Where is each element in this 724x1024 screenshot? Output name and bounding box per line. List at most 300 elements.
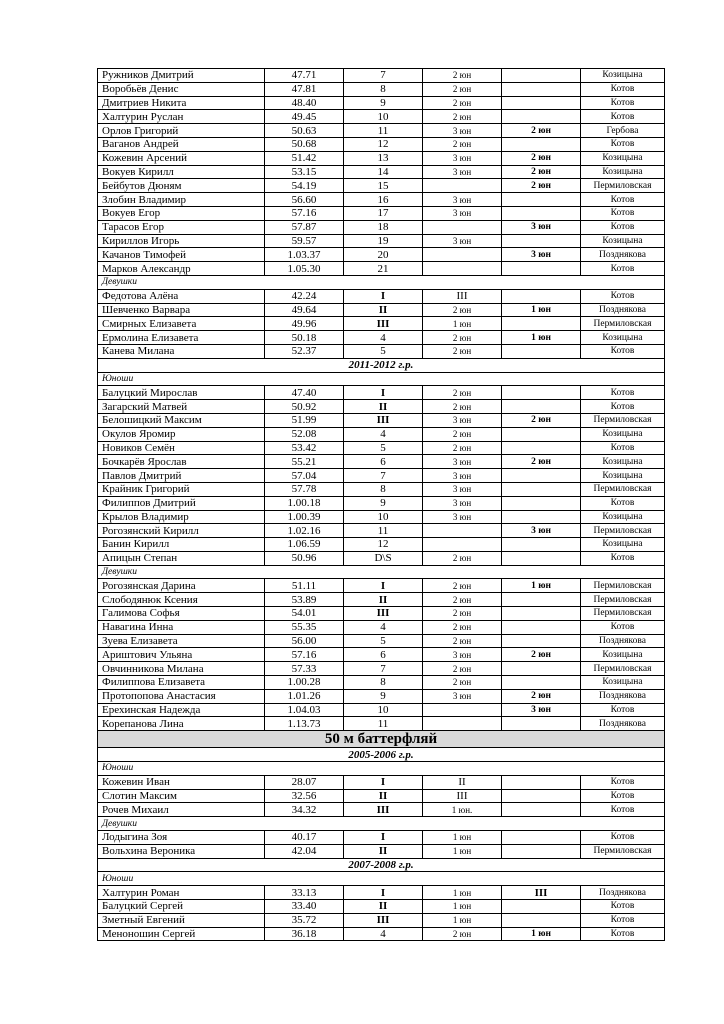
coach-name: Пермиловская: [581, 579, 665, 593]
rank-achieved: [502, 496, 581, 510]
result-time: 50.96: [265, 551, 344, 565]
coach-name: Котов: [581, 789, 665, 803]
result-time: 47.71: [265, 69, 344, 83]
table-row: [98, 634, 665, 648]
place: 9: [344, 496, 423, 510]
result-time: 40.17: [265, 831, 344, 845]
coach-name: Котов: [581, 193, 665, 207]
coach-name: Козицына: [581, 469, 665, 483]
athlete-name: Злобин Владимир: [98, 193, 265, 207]
athlete-name: Рогозянская Дарина: [98, 579, 265, 593]
previous-rank: [423, 179, 502, 193]
place: 9: [344, 689, 423, 703]
athlete-name: Протопопова Анастасия: [98, 689, 265, 703]
result-time: 54.01: [265, 607, 344, 621]
result-time: 1.00.39: [265, 510, 344, 524]
table-row: [98, 648, 665, 662]
table-row: [98, 441, 665, 455]
table-row: [98, 96, 665, 110]
table-row: [98, 676, 665, 690]
result-time: 50.92: [265, 400, 344, 414]
previous-rank: 2 юн: [423, 607, 502, 621]
table-row: [98, 82, 665, 96]
coach-name: Котов: [581, 344, 665, 358]
previous-rank: 2 юн: [423, 593, 502, 607]
coach-name: Котов: [581, 927, 665, 941]
coach-name: Пермиловская: [581, 482, 665, 496]
table-row: [98, 427, 665, 441]
previous-rank: III: [423, 789, 502, 803]
gender-label: Юноши: [98, 762, 665, 776]
coach-name: Котов: [581, 400, 665, 414]
previous-rank: 2 юн: [423, 303, 502, 317]
rank-achieved: 2 юн: [502, 124, 581, 138]
previous-rank: 3 юн: [423, 648, 502, 662]
table-row: [98, 831, 665, 845]
athlete-name: Зметный Евгений: [98, 913, 265, 927]
coach-name: Котов: [581, 775, 665, 789]
coach-name: Козицына: [581, 538, 665, 552]
result-time: 57.87: [265, 220, 344, 234]
previous-rank: 3 юн: [423, 165, 502, 179]
place: 7: [344, 69, 423, 83]
rank-achieved: 3 юн: [502, 220, 581, 234]
results-sheet: [97, 68, 664, 941]
table-row: [98, 524, 665, 538]
rank-achieved: 1 юн: [502, 927, 581, 941]
rank-achieved: [502, 427, 581, 441]
rank-achieved: [502, 400, 581, 414]
coach-name: Пермиловская: [581, 662, 665, 676]
table-row: [98, 317, 665, 331]
athlete-name: Окулов Яромир: [98, 427, 265, 441]
table-row: [98, 482, 665, 496]
previous-rank: 2 юн: [423, 137, 502, 151]
rank-achieved: 1 юн: [502, 303, 581, 317]
table-row: [98, 262, 665, 276]
rank-achieved: [502, 789, 581, 803]
rank-achieved: [502, 96, 581, 110]
athlete-name: Овчинникова Милана: [98, 662, 265, 676]
rank-achieved: [502, 844, 581, 858]
athlete-name: Рогозянский Кирилл: [98, 524, 265, 538]
coach-name: Гербова: [581, 124, 665, 138]
result-time: 1.00.18: [265, 496, 344, 510]
table-row: [98, 510, 665, 524]
rank-achieved: [502, 634, 581, 648]
age-group-row: [98, 748, 665, 762]
age-group-label: 2005-2006 г.р.: [98, 748, 665, 762]
event-title-row: [98, 731, 665, 748]
rank-achieved: [502, 110, 581, 124]
athlete-name: Белошицкий Максим: [98, 413, 265, 427]
result-time: 56.00: [265, 634, 344, 648]
rank-achieved: [502, 69, 581, 83]
previous-rank: [423, 248, 502, 262]
table-row: [98, 344, 665, 358]
place: II: [344, 844, 423, 858]
athlete-name: Федотова Алёна: [98, 289, 265, 303]
coach-name: Котов: [581, 137, 665, 151]
previous-rank: 2 юн: [423, 676, 502, 690]
result-time: 33.13: [265, 886, 344, 900]
athlete-name: Филиппов Дмитрий: [98, 496, 265, 510]
athlete-name: Крылов Владимир: [98, 510, 265, 524]
previous-rank: 1 юн: [423, 900, 502, 914]
athlete-name: Корепанова Лина: [98, 717, 265, 731]
previous-rank: 1 юн: [423, 886, 502, 900]
athlete-name: Кожевин Арсений: [98, 151, 265, 165]
previous-rank: 3 юн: [423, 151, 502, 165]
coach-name: Котов: [581, 831, 665, 845]
place: 19: [344, 234, 423, 248]
age-group-label: 2011-2012 г.р.: [98, 358, 665, 372]
place: III: [344, 913, 423, 927]
table-row: [98, 789, 665, 803]
coach-name: Котов: [581, 620, 665, 634]
previous-rank: 3 юн: [423, 234, 502, 248]
coach-name: Котов: [581, 551, 665, 565]
place: 6: [344, 455, 423, 469]
result-time: 33.40: [265, 900, 344, 914]
place: 4: [344, 620, 423, 634]
place: III: [344, 413, 423, 427]
rank-achieved: 2 юн: [502, 165, 581, 179]
coach-name: Козицына: [581, 165, 665, 179]
athlete-name: Новиков Семён: [98, 441, 265, 455]
coach-name: Котов: [581, 441, 665, 455]
gender-label: Юноши: [98, 872, 665, 886]
previous-rank: 2 юн: [423, 110, 502, 124]
result-time: 57.16: [265, 206, 344, 220]
rank-achieved: [502, 206, 581, 220]
athlete-name: Бейбутов Дюням: [98, 179, 265, 193]
table-row: [98, 386, 665, 400]
coach-name: Котов: [581, 110, 665, 124]
place: 10: [344, 703, 423, 717]
result-time: 51.99: [265, 413, 344, 427]
previous-rank: 1 юн: [423, 913, 502, 927]
result-time: 47.40: [265, 386, 344, 400]
athlete-name: Воробьёв Денис: [98, 82, 265, 96]
rank-achieved: [502, 317, 581, 331]
previous-rank: 3 юн: [423, 413, 502, 427]
athlete-name: Шевченко Варвара: [98, 303, 265, 317]
coach-name: Пермиловская: [581, 524, 665, 538]
athlete-name: Балуцкий Мирослав: [98, 386, 265, 400]
previous-rank: [423, 220, 502, 234]
result-time: 51.11: [265, 579, 344, 593]
place: I: [344, 831, 423, 845]
athlete-name: Навагина Инна: [98, 620, 265, 634]
coach-name: Позднякова: [581, 689, 665, 703]
athlete-name: Халтурин Руслан: [98, 110, 265, 124]
result-time: 1.05.30: [265, 262, 344, 276]
event-title: 50 м баттерфляй: [98, 731, 665, 748]
place: 11: [344, 717, 423, 731]
previous-rank: 2 юн: [423, 579, 502, 593]
coach-name: Котов: [581, 220, 665, 234]
result-time: 50.18: [265, 331, 344, 345]
coach-name: Пермиловская: [581, 607, 665, 621]
rank-achieved: [502, 551, 581, 565]
rank-achieved: 2 юн: [502, 648, 581, 662]
place: II: [344, 789, 423, 803]
rank-achieved: [502, 538, 581, 552]
table-row: [98, 110, 665, 124]
rank-achieved: 3 юн: [502, 248, 581, 262]
athlete-name: Рочев Михаил: [98, 803, 265, 817]
previous-rank: 3 юн: [423, 124, 502, 138]
table-row: [98, 620, 665, 634]
result-time: 42.24: [265, 289, 344, 303]
coach-name: Позднякова: [581, 303, 665, 317]
result-time: 42.04: [265, 844, 344, 858]
place: 17: [344, 206, 423, 220]
coach-name: Котов: [581, 900, 665, 914]
rank-achieved: 2 юн: [502, 151, 581, 165]
table-row: [98, 538, 665, 552]
results-table: [97, 68, 665, 941]
table-row: [98, 927, 665, 941]
athlete-name: Вольхина Вероника: [98, 844, 265, 858]
coach-name: Котов: [581, 386, 665, 400]
result-time: 59.57: [265, 234, 344, 248]
coach-name: Котов: [581, 496, 665, 510]
table-row: [98, 206, 665, 220]
gender-subheader-row: [98, 372, 665, 386]
coach-name: Котов: [581, 82, 665, 96]
previous-rank: 2 юн: [423, 634, 502, 648]
previous-rank: 1 юн: [423, 831, 502, 845]
place: II: [344, 400, 423, 414]
place: 11: [344, 524, 423, 538]
gender-label: Девушки: [98, 565, 665, 579]
table-row: [98, 220, 665, 234]
coach-name: Котов: [581, 289, 665, 303]
rank-achieved: [502, 662, 581, 676]
athlete-name: Ариштович Ульяна: [98, 648, 265, 662]
rank-achieved: [502, 469, 581, 483]
result-time: 49.45: [265, 110, 344, 124]
place: 10: [344, 510, 423, 524]
result-time: 50.63: [265, 124, 344, 138]
table-row: [98, 234, 665, 248]
result-time: 51.42: [265, 151, 344, 165]
result-time: 55.21: [265, 455, 344, 469]
result-time: 56.60: [265, 193, 344, 207]
rank-achieved: 3 юн: [502, 524, 581, 538]
coach-name: Котов: [581, 262, 665, 276]
place: 10: [344, 110, 423, 124]
athlete-name: Загарский Матвей: [98, 400, 265, 414]
athlete-name: Кожевин Иван: [98, 775, 265, 789]
age-group-row: [98, 358, 665, 372]
athlete-name: Меноношин Сергей: [98, 927, 265, 941]
coach-name: Козицына: [581, 331, 665, 345]
rank-achieved: [502, 82, 581, 96]
athlete-name: Слободянюк Ксения: [98, 593, 265, 607]
result-time: 57.04: [265, 469, 344, 483]
table-row: [98, 469, 665, 483]
previous-rank: 2 юн: [423, 620, 502, 634]
result-time: 28.07: [265, 775, 344, 789]
table-row: [98, 551, 665, 565]
rank-achieved: [502, 234, 581, 248]
result-time: 34.32: [265, 803, 344, 817]
result-time: 57.16: [265, 648, 344, 662]
coach-name: Котов: [581, 206, 665, 220]
place: 20: [344, 248, 423, 262]
athlete-name: Канева Милана: [98, 344, 265, 358]
coach-name: Пермиловская: [581, 844, 665, 858]
gender-subheader-row: [98, 565, 665, 579]
rank-achieved: [502, 900, 581, 914]
rank-achieved: 2 юн: [502, 689, 581, 703]
place: I: [344, 289, 423, 303]
table-row: [98, 593, 665, 607]
coach-name: Котов: [581, 96, 665, 110]
athlete-name: Ермолина Елизавета: [98, 331, 265, 345]
result-time: 1.00.28: [265, 676, 344, 690]
rank-achieved: 3 юн: [502, 703, 581, 717]
rank-achieved: [502, 344, 581, 358]
result-time: 53.89: [265, 593, 344, 607]
place: II: [344, 593, 423, 607]
result-time: 49.96: [265, 317, 344, 331]
previous-rank: 2 юн: [423, 386, 502, 400]
coach-name: Позднякова: [581, 248, 665, 262]
table-row: [98, 165, 665, 179]
result-time: 32.56: [265, 789, 344, 803]
athlete-name: Вокуев Кирилл: [98, 165, 265, 179]
table-row: [98, 913, 665, 927]
table-row: [98, 717, 665, 731]
place: 4: [344, 427, 423, 441]
coach-name: Козицына: [581, 151, 665, 165]
rank-achieved: [502, 831, 581, 845]
place: 12: [344, 137, 423, 151]
result-time: 48.40: [265, 96, 344, 110]
place: 8: [344, 82, 423, 96]
athlete-name: Филиппова Елизавета: [98, 676, 265, 690]
previous-rank: 2 юн: [423, 96, 502, 110]
athlete-name: Орлов Григорий: [98, 124, 265, 138]
table-row: [98, 689, 665, 703]
coach-name: Пермиловская: [581, 317, 665, 331]
gender-label: Девушки: [98, 275, 665, 289]
coach-name: Козицына: [581, 510, 665, 524]
place: 5: [344, 441, 423, 455]
table-row: [98, 579, 665, 593]
rank-achieved: [502, 289, 581, 303]
previous-rank: 2 юн: [423, 551, 502, 565]
previous-rank: [423, 717, 502, 731]
table-row: [98, 844, 665, 858]
table-row: [98, 137, 665, 151]
place: 8: [344, 482, 423, 496]
result-time: 1.04.03: [265, 703, 344, 717]
rank-achieved: 2 юн: [502, 455, 581, 469]
result-time: 53.15: [265, 165, 344, 179]
result-time: 47.81: [265, 82, 344, 96]
previous-rank: 3 юн: [423, 193, 502, 207]
rank-achieved: [502, 803, 581, 817]
rank-achieved: [502, 676, 581, 690]
previous-rank: 2 юн: [423, 344, 502, 358]
previous-rank: 2 юн: [423, 662, 502, 676]
rank-achieved: 2 юн: [502, 179, 581, 193]
table-row: [98, 703, 665, 717]
table-row: [98, 455, 665, 469]
result-time: 49.64: [265, 303, 344, 317]
athlete-name: Павлов Дмитрий: [98, 469, 265, 483]
table-row: [98, 803, 665, 817]
athlete-name: Лодыгина Зоя: [98, 831, 265, 845]
table-row: [98, 496, 665, 510]
result-time: 1.13.73: [265, 717, 344, 731]
previous-rank: 3 юн: [423, 496, 502, 510]
result-time: 55.35: [265, 620, 344, 634]
previous-rank: III: [423, 289, 502, 303]
previous-rank: 3 юн: [423, 206, 502, 220]
athlete-name: Крайник Григорий: [98, 482, 265, 496]
result-time: 1.03.37: [265, 248, 344, 262]
gender-subheader-row: [98, 817, 665, 831]
previous-rank: 3 юн: [423, 689, 502, 703]
place: I: [344, 386, 423, 400]
place: I: [344, 886, 423, 900]
table-row: [98, 248, 665, 262]
table-row: [98, 69, 665, 83]
place: 13: [344, 151, 423, 165]
previous-rank: 2 юн: [423, 927, 502, 941]
athlete-name: Балуцкий Сергей: [98, 900, 265, 914]
athlete-name: Марков Александр: [98, 262, 265, 276]
gender-subheader-row: [98, 762, 665, 776]
coach-name: Козицына: [581, 427, 665, 441]
previous-rank: 2 юн: [423, 69, 502, 83]
rank-achieved: 2 юн: [502, 413, 581, 427]
place: 5: [344, 344, 423, 358]
rank-achieved: III: [502, 886, 581, 900]
previous-rank: 1 юн: [423, 844, 502, 858]
place: 15: [344, 179, 423, 193]
table-row: [98, 775, 665, 789]
age-group-row: [98, 858, 665, 872]
place: I: [344, 775, 423, 789]
rank-achieved: [502, 262, 581, 276]
rank-achieved: [502, 441, 581, 455]
previous-rank: 2 юн: [423, 331, 502, 345]
table-row: [98, 886, 665, 900]
place: 11: [344, 124, 423, 138]
previous-rank: [423, 703, 502, 717]
rank-achieved: [502, 193, 581, 207]
rank-achieved: [502, 607, 581, 621]
place: D\S: [344, 551, 423, 565]
rank-achieved: [502, 775, 581, 789]
rank-achieved: 1 юн: [502, 331, 581, 345]
previous-rank: 2 юн: [423, 400, 502, 414]
place: III: [344, 607, 423, 621]
gender-subheader-row: [98, 275, 665, 289]
place: 5: [344, 634, 423, 648]
rank-achieved: [502, 593, 581, 607]
place: II: [344, 303, 423, 317]
place: II: [344, 900, 423, 914]
place: 7: [344, 469, 423, 483]
